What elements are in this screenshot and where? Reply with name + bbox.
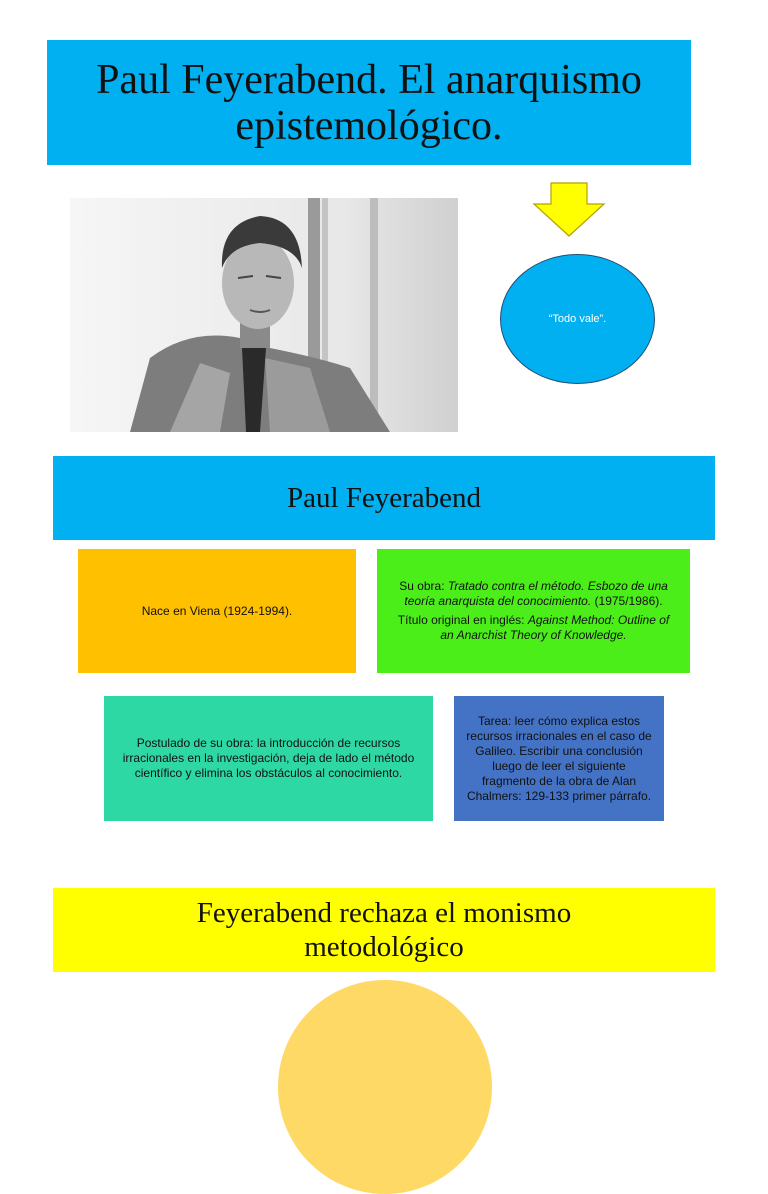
postulate-text: Postulado de su obra: la introducción de recursos irracionales en la investigación, deja de lado el método científico y elimina los obstáculos al conocimiento. xyxy=(122,736,415,780)
portrait-photo xyxy=(70,198,458,432)
birth-box xyxy=(78,549,356,673)
original-title: Against Method: Outline of an Anarchist Theory of Knowledge. xyxy=(440,613,670,642)
task-text: Tarea: leer cómo explica estos recursos irracionales en el caso de Galileo. Escribir una conclusión luego de leer el siguiente fragmento de la obra de Alan Chalmers: 129-133 primer párrafo. xyxy=(466,713,652,803)
work-paragraph xyxy=(391,579,676,609)
decorative-circle xyxy=(278,980,492,1194)
banner-line2: metodológico xyxy=(304,931,464,963)
work-years: (1975/1986). xyxy=(591,594,663,608)
page-title xyxy=(47,40,691,165)
original-title-paragraph xyxy=(391,613,676,643)
section-title: Paul Feyerabend xyxy=(53,456,715,540)
task-box xyxy=(454,696,664,821)
postulate-box xyxy=(104,696,433,821)
down-arrow-icon xyxy=(532,182,606,238)
original-title-label: Título original en inglés: xyxy=(397,613,528,627)
work-intro: Su obra: xyxy=(399,579,448,593)
quote-ellipse xyxy=(500,254,655,384)
monism-banner xyxy=(53,888,715,972)
work-title: Tratado contra el método. Esbozo de una teoría anarquista del conocimiento. xyxy=(404,579,668,608)
page-title-line2: epistemológico. xyxy=(235,102,503,149)
work-box xyxy=(377,549,690,673)
banner-line1: Feyerabend rechaza el monismo xyxy=(196,897,572,929)
quote-text: “Todo vale”. xyxy=(548,313,607,325)
page-title-line1: Paul Feyerabend. El anarquismo xyxy=(96,56,642,103)
birth-text: Nace en Viena (1924-1994). xyxy=(141,603,293,618)
portrait-illustration xyxy=(70,198,458,432)
